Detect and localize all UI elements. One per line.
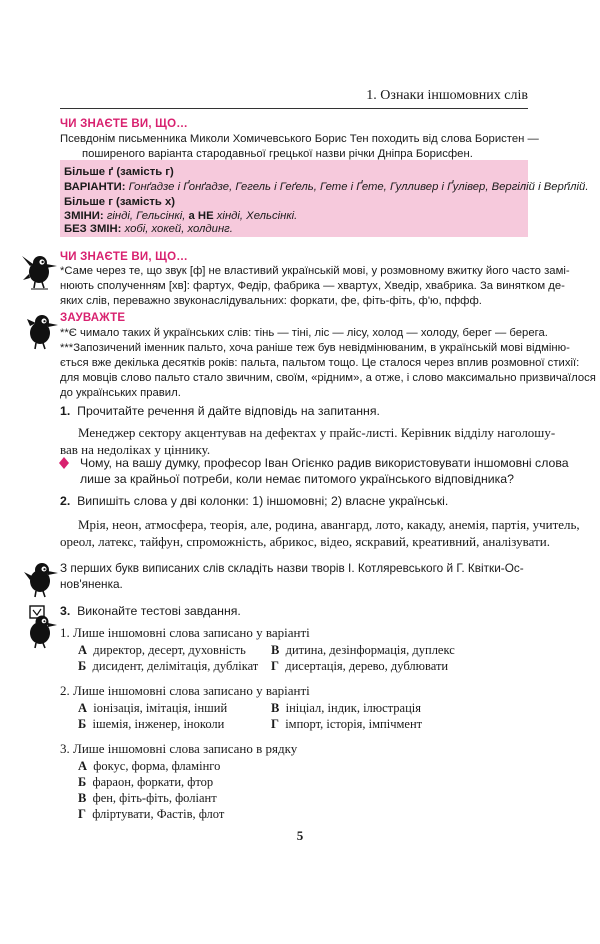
answer-option — [78, 642, 246, 658]
did-you-know-title-2: ЧИ ЗНАЄТЕ ВИ, ЩО… — [60, 251, 188, 263]
answer-option — [78, 758, 220, 774]
option-text: дитина, дезінформація, дуплекс — [285, 643, 455, 657]
task-2-note: нов'яненка. — [60, 577, 123, 591]
note-line: до українських правил. — [60, 387, 181, 399]
answer-option — [78, 806, 224, 822]
option-letter: Б — [78, 659, 87, 673]
variants-text: Гонґадзе і Ґонґадзе, Гегель і Геґель, Гете і Ґете, Гулливер і Ґулівер, Вергілій і Верґілій. — [128, 181, 589, 193]
option-text: імпорт, історія, імпічмент — [285, 717, 423, 731]
answer-option — [271, 716, 422, 732]
word-list: ореол, латекс, тайфун, спроможність, абрикос, відео, яскравий, креативний, аналізувати. — [60, 534, 550, 549]
task-2-instruction — [60, 494, 448, 508]
changes-not: а НЕ — [188, 210, 214, 222]
pink-heading-g: Більше ґ (замість г) — [64, 166, 174, 178]
task-number: 1. — [60, 404, 71, 418]
pink-nochange-line — [64, 222, 233, 237]
option-letter: Г — [271, 659, 279, 673]
bird-pointing-icon — [20, 250, 62, 290]
option-letter: В — [78, 791, 87, 805]
option-text: фен, фіть-фіть, фоліант — [92, 791, 217, 805]
note-line: ***Запозичений іменник пальто, хоча раніше теж був невідмінюваним, в українській мові відміню- — [60, 342, 570, 354]
option-text: дисертація, дерево, дублювати — [285, 659, 449, 673]
did-you-know-line: поширеного варіанта стародавньої грецької назви річки Дніпра Борисфен. — [82, 148, 473, 160]
diamond-bullet-icon — [59, 457, 69, 469]
option-letter: Г — [78, 807, 86, 821]
note-title: ЗАУВАЖТЕ — [60, 312, 126, 324]
did-you-know-line: Псевдонім письменника Миколи Хомичевського Борис Тен походить від слова Бористен — — [60, 133, 539, 145]
option-letter: А — [78, 643, 88, 657]
changes-label: ЗМІНИ: — [64, 210, 104, 222]
page-number: 5 — [296, 828, 304, 843]
answer-option — [78, 790, 217, 806]
option-letter: Б — [78, 717, 87, 731]
test-question: 2. Лише іншомовні слова записано у варіанті — [60, 683, 310, 698]
answer-option — [78, 774, 213, 790]
option-text: ішемія, інженер, іноколи — [92, 717, 225, 731]
nochange-text: хобі, хокей, холдинг. — [124, 223, 233, 235]
task-text: Виконайте тестові завдання. — [77, 604, 241, 618]
task-1-sentence: Менеджер сектору акцентував на дефектах у прайс-листі. Керівник відділу наголошу- — [78, 425, 556, 440]
task-1-instruction — [60, 404, 380, 418]
page-header — [60, 86, 528, 109]
nochange-label: БЕЗ ЗМІН: — [64, 223, 122, 235]
word-list: Мрія, неон, атмосфера, теорія, але, родина, авангард, лото, какаду, анемія, партія, учитель, — [78, 517, 580, 532]
variants-label: ВАРІАНТИ: — [64, 181, 126, 193]
bird-thinking-icon — [22, 558, 60, 598]
bird-laptop-icon — [22, 605, 60, 649]
option-text: дисидент, делімітація, дублікат — [92, 659, 259, 673]
option-text: директор, десерт, духовність — [93, 643, 246, 657]
option-letter: А — [78, 759, 88, 773]
task-2-note: З перших букв виписаних слів складіть назви творів І. Котляревського й Г. Квітки-Ос- — [60, 561, 524, 575]
option-text: ініціал, індик, ілюстрація — [285, 701, 421, 715]
note-line: ється вже декілька десятків років: пальта, пальтом тощо. Це сталося через вплив розмовної стихії: — [60, 357, 580, 369]
option-text: фліртувати, Фастів, флот — [92, 807, 225, 821]
pink-variants-line — [64, 180, 588, 195]
answer-option — [78, 658, 258, 674]
task-1-question: лише за крайньої потреби, коли немає питомого українського відповідника? — [80, 472, 514, 486]
option-letter: В — [271, 701, 280, 715]
pink-heading-h: Більше г (замість х) — [64, 196, 176, 208]
changes-text: гінді, Гельсінкі, — [106, 210, 186, 222]
option-text: іонізація, імітація, інший — [93, 701, 228, 715]
changes-text-2: хінді, Хельсінкі. — [216, 210, 298, 222]
answer-option — [78, 700, 227, 716]
note-line: **Є чимало таких й українських слів: тінь — тіні, ліс — лісу, холод — холоду, берег — берега. — [60, 327, 548, 339]
task-3-instruction — [60, 604, 241, 618]
answer-option — [78, 716, 224, 732]
option-letter: Б — [78, 775, 87, 789]
task-1-sentence: вав на недоліках у ціннику. — [60, 442, 211, 457]
task-text: Прочитайте речення й дайте відповідь на запитання. — [77, 404, 380, 418]
answer-option — [271, 658, 448, 674]
task-number: 3. — [60, 604, 71, 618]
test-question: 3. Лише іншомовні слова записано в рядку — [60, 741, 298, 756]
fact-line: яких слів, переважно звуконаслідувальних: форкати, фе, фіть-фіть, ф'ю, пффф. — [60, 295, 482, 307]
task-number: 2. — [60, 494, 71, 508]
answer-option — [271, 642, 455, 658]
fact-line: *Саме через те, що звук [ф] не властивий українській мові, у розмовному вжитку його часто замі- — [60, 265, 570, 277]
did-you-know-title: ЧИ ЗНАЄТЕ ВИ, ЩО… — [60, 118, 188, 130]
option-text: фараон, форкати, фтор — [92, 775, 214, 789]
fact-line: нюють сполученням [хв]: фартух, Федір, фабрика — хвартух, Хведір, хвабрика. За винятком де- — [60, 280, 565, 292]
bird-reading-icon — [22, 310, 60, 350]
test-question: 1. Лише іншомовні слова записано у варіанті — [60, 625, 310, 640]
task-1-question: Чому, на вашу думку, професор Іван Огієнко радив використовувати іншомовні слова — [80, 456, 569, 470]
option-letter: Г — [271, 717, 279, 731]
task-text: Випишіть слова у дві колонки: 1) іншомовні; 2) власне українські. — [77, 494, 449, 508]
chapter-title: 1. Ознаки іншомовних слів — [366, 88, 528, 103]
option-letter: В — [271, 643, 280, 657]
option-text: фокус, форма, фламінго — [93, 759, 221, 773]
note-line: для мовців слово пальто стало звичним, своїм, «рідним», а отже, і слово максимально призвичаїлося — [60, 372, 596, 384]
option-letter: А — [78, 701, 88, 715]
answer-option — [271, 700, 421, 716]
